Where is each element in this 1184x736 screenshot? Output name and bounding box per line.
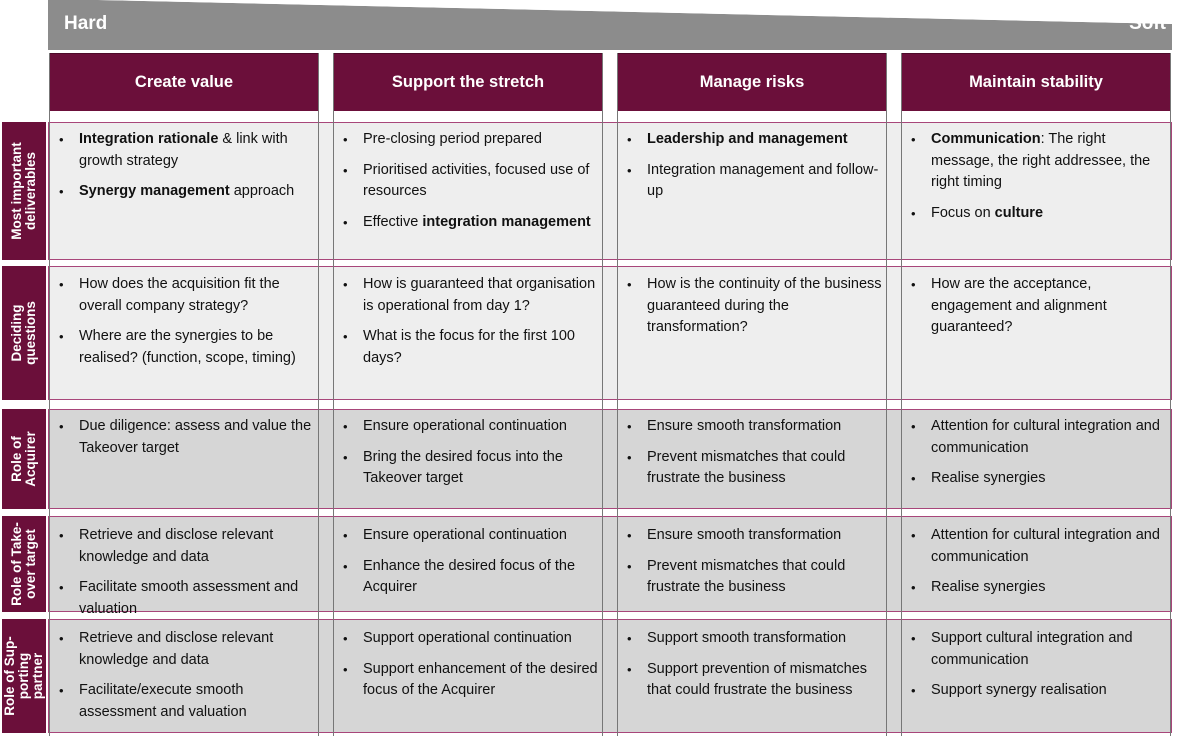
- bullet-item: [909, 577, 1169, 599]
- row-label-5: [2, 619, 46, 733]
- cell-r5-c3: [625, 628, 885, 711]
- cell-r5-c1: [57, 628, 317, 732]
- bullet-list: [341, 416, 601, 490]
- item-text: Bring the desired focus into the Takeover target: [363, 448, 563, 486]
- bullet-item: [625, 659, 885, 702]
- bullet-item: [909, 680, 1169, 702]
- bullet-item: [57, 326, 317, 369]
- bullet-item: [341, 659, 601, 702]
- cell-r1-c4: [909, 129, 1169, 233]
- bullet-item: [341, 326, 601, 369]
- item-text: How is the continuity of the business guaranteed during the transformation?: [647, 276, 882, 335]
- item-text: How is guaranteed that organisation is operational from day 1?: [363, 276, 596, 314]
- bullet-list: [341, 274, 601, 369]
- item-text: Enhance the desired focus of the Acquirer: [363, 557, 576, 595]
- item-text: What is the focus for the first 100 days?: [363, 328, 575, 366]
- bullet-item: [57, 416, 317, 459]
- item-text: Ensure smooth transformation: [647, 527, 842, 543]
- row-label-3: [2, 409, 46, 509]
- cell-r2-c4: [909, 274, 1169, 348]
- cell-r1-c3: [625, 129, 885, 212]
- bullet-item: [909, 274, 1169, 339]
- row-label-text: Role of Take- over target: [9, 522, 38, 606]
- item-text: Pre-closing period prepared: [363, 131, 542, 147]
- bold-text: culture: [994, 204, 1044, 221]
- item-text: Ensure operational continuation: [363, 527, 567, 543]
- item-text: Support synergy realisation: [931, 682, 1107, 698]
- item-text: Ensure operational continuation: [363, 418, 567, 434]
- cell-r4-c2: [341, 525, 601, 608]
- bullet-item: [341, 160, 601, 203]
- bullet-list: [57, 129, 317, 203]
- item-text: Ensure smooth transformation: [647, 418, 842, 434]
- bullet-item: [909, 416, 1169, 459]
- bullet-list: [57, 416, 317, 459]
- cell-r3-c3: [625, 416, 885, 499]
- bullet-item: [57, 577, 317, 620]
- bold-text: integration management: [422, 213, 591, 230]
- bullet-item: [625, 628, 885, 650]
- item-text: How does the acquisition fit the overall company strategy?: [79, 276, 280, 314]
- soft-label: Soft: [1129, 13, 1166, 34]
- item-text: Facilitate/execute smooth assessment and valuation: [79, 682, 247, 720]
- row-label-2: [2, 266, 46, 400]
- cell-r2-c1: [57, 274, 317, 378]
- cell-r4-c1: [57, 525, 317, 629]
- cell-r1-c2: [341, 129, 601, 242]
- item-text: Prioritised activities, focused use of resources: [363, 161, 590, 199]
- cell-r4-c3: [625, 525, 885, 608]
- item-text: Prevent mismatches that could frustrate the business: [647, 557, 846, 595]
- bullet-item: [625, 556, 885, 599]
- hard-label: Hard: [64, 13, 108, 34]
- bullet-item: [57, 525, 317, 568]
- bullet-item: [341, 129, 601, 151]
- bold-text: Integration rationale: [79, 131, 219, 147]
- item-text: Effective: [363, 213, 423, 230]
- bullet-item: [625, 160, 885, 203]
- row-label-text: Role of Acquirer: [9, 431, 38, 487]
- bullet-list: [625, 628, 885, 702]
- cell-r2-c3: [625, 274, 885, 348]
- item-text: Realise synergies: [931, 470, 1046, 486]
- bullet-item: [341, 274, 601, 317]
- bullet-list: [909, 525, 1169, 599]
- bullet-item: [625, 447, 885, 490]
- cell-r5-c4: [909, 628, 1169, 711]
- bullet-item: [341, 628, 601, 650]
- bullet-item: [57, 274, 317, 317]
- bullet-item: [57, 181, 317, 203]
- item-text: Support smooth transformation: [647, 630, 847, 646]
- bullet-item: [625, 129, 885, 151]
- bullet-list: [909, 416, 1169, 490]
- item-text: Prevent mismatches that could frustrate the business: [647, 448, 846, 486]
- bullet-item: [341, 416, 601, 438]
- column-header-1: Create value: [49, 53, 319, 111]
- bullet-item: [57, 680, 317, 723]
- bullet-item: [341, 525, 601, 547]
- cell-r3-c1: [57, 416, 317, 468]
- item-text: Support enhancement of the desired focus of the Acquirer: [363, 660, 598, 698]
- row-label-text: Role of Sup- porting partner: [2, 636, 45, 716]
- item-text: Retrieve and disclose relevant knowledge and data: [79, 630, 274, 668]
- bold-text: Communication: [931, 131, 1041, 147]
- column-header-4: Maintain stability: [901, 53, 1171, 111]
- bullet-list: [57, 274, 317, 369]
- bullet-item: [341, 212, 601, 234]
- cell-r1-c1: [57, 129, 317, 212]
- item-text: : The right message, the right addressee, the right timing: [931, 131, 1151, 190]
- bullet-list: [57, 525, 317, 620]
- bold-text: Leadership and management: [647, 131, 848, 147]
- item-text: Integration management and follow-up: [647, 161, 879, 199]
- row-label-text: Deciding questions: [9, 301, 38, 365]
- column-header-2: Support the stretch: [333, 53, 603, 111]
- item-text: Attention for cultural integration and communication: [931, 418, 1160, 456]
- bullet-item: [625, 416, 885, 438]
- item-text: Due diligence: assess and value the Takeover target: [79, 418, 312, 456]
- item-text: How are the acceptance, engagement and alignment guaranteed?: [931, 276, 1107, 335]
- bullet-list: [909, 129, 1169, 224]
- bullet-list: [625, 525, 885, 599]
- row-label-text: Most important deliverables: [9, 142, 38, 240]
- bullet-item: [909, 525, 1169, 568]
- cell-r3-c4: [909, 416, 1169, 499]
- bullet-list: [57, 628, 317, 723]
- bullet-item: [625, 274, 885, 339]
- bullet-item: [909, 129, 1169, 194]
- item-text: Support cultural integration and communication: [931, 630, 1133, 668]
- item-text: Support prevention of mismatches that could frustrate the business: [647, 660, 868, 698]
- bullet-list: [625, 129, 885, 203]
- bold-text: Synergy management: [79, 183, 230, 199]
- cell-r2-c2: [341, 274, 601, 378]
- bullet-list: [341, 628, 601, 702]
- cell-r3-c2: [341, 416, 601, 499]
- item-text: approach: [229, 183, 295, 199]
- cell-r4-c4: [909, 525, 1169, 608]
- bullet-item: [909, 628, 1169, 671]
- item-text: Facilitate smooth assessment and valuation: [79, 579, 299, 617]
- item-text: Focus on: [931, 204, 995, 221]
- bullet-item: [341, 556, 601, 599]
- column-header-3: Manage risks: [617, 53, 887, 111]
- item-text: Support operational continuation: [363, 630, 572, 646]
- bullet-list: [341, 129, 601, 233]
- bullet-list: [625, 416, 885, 490]
- row-label-4: [2, 516, 46, 612]
- hard-soft-wedge: [48, 0, 1172, 50]
- cell-r5-c2: [341, 628, 601, 711]
- bullet-item: [57, 628, 317, 671]
- item-text: Realise synergies: [931, 579, 1046, 595]
- item-text: Where are the synergies to be realised? (function, scope, timing): [79, 328, 296, 366]
- item-text: Retrieve and disclose relevant knowledge and data: [79, 527, 274, 565]
- bullet-list: [341, 525, 601, 599]
- bullet-item: [909, 468, 1169, 490]
- bullet-list: [625, 274, 885, 339]
- item-text: Attention for cultural integration and communication: [931, 527, 1160, 565]
- hard-soft-banner: [48, 0, 1172, 50]
- bullet-item: [341, 447, 601, 490]
- bullet-item: [909, 203, 1169, 225]
- row-label-1: [2, 122, 46, 260]
- bullet-list: [909, 274, 1169, 339]
- bullet-list: [909, 628, 1169, 702]
- bullet-item: [57, 129, 317, 172]
- bullet-item: [625, 525, 885, 547]
- item-text: & link with growth strategy: [79, 131, 288, 169]
